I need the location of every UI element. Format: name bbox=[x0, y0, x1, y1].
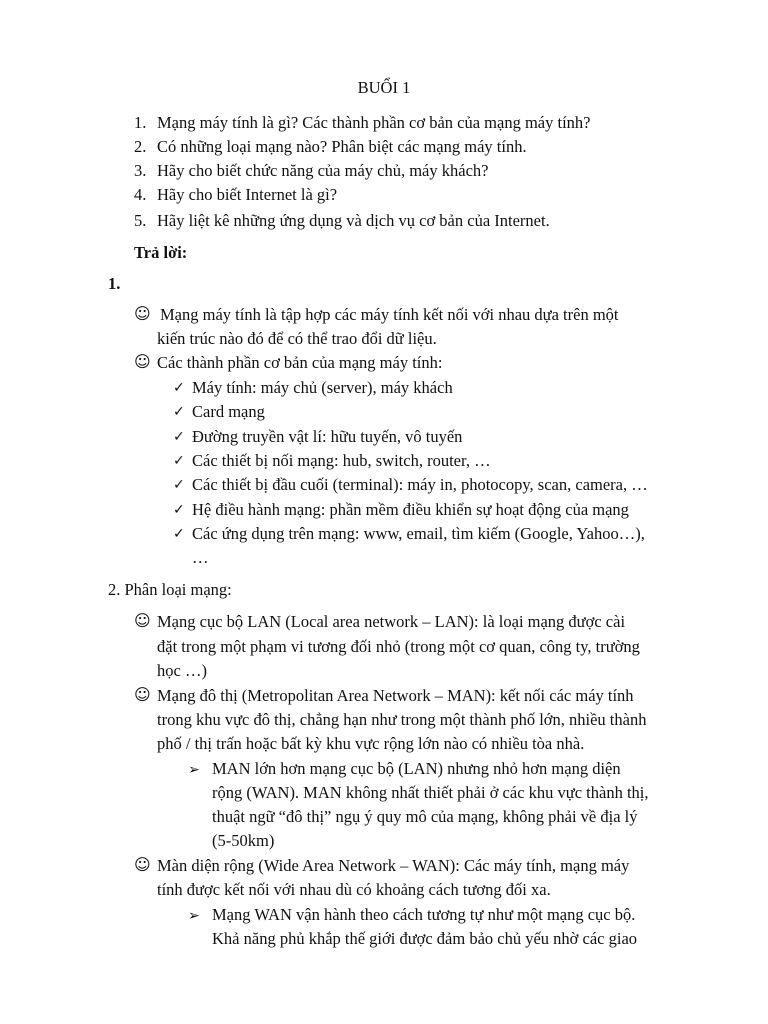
question-text: Mạng máy tính là gì? Các thành phần cơ bản của mạng máy tính? bbox=[157, 113, 591, 132]
wan-detail-line: Khả năng phủ khắp thế giới được đảm bảo chủ yếu nhờ các giao bbox=[212, 929, 638, 948]
checkmark-icon: ✓ bbox=[173, 380, 185, 396]
question-text: Hãy liệt kê những ứng dụng và dịch vụ cơ bản của Internet. bbox=[157, 211, 550, 230]
component-item: Card mạng bbox=[192, 402, 265, 421]
arrow-bullet-icon: ➢ bbox=[188, 908, 200, 924]
wan-line: tính được kết nối với nhau dù có khoảng cách tương đối xa. bbox=[157, 880, 551, 899]
question-number: 4. bbox=[134, 185, 147, 204]
definition-line: kiến trúc nào đó để có thể trao đổi dữ liệu. bbox=[157, 329, 437, 348]
man-line: Mạng đô thị (Metropolitan Area Network – MAN): kết nối các máy tính bbox=[157, 686, 634, 705]
component-item: Các thiết bị nối mạng: hub, switch, router, … bbox=[192, 451, 491, 470]
man-detail-line: (5-50km) bbox=[212, 831, 275, 850]
checkmark-icon: ✓ bbox=[173, 453, 185, 469]
checkmark-icon: ✓ bbox=[173, 526, 185, 542]
section-1-label: 1. bbox=[108, 274, 121, 293]
component-item-continued: … bbox=[192, 548, 209, 567]
man-line: phố / thị trấn hoặc bất kỳ khu vực rộng lớn nào có nhiều tòa nhà. bbox=[157, 734, 585, 753]
question-number: 5. bbox=[134, 211, 147, 230]
man-detail-line: MAN lớn hơn mạng cục bộ (LAN) nhưng nhỏ hơn mạng diện bbox=[212, 759, 621, 778]
question-text: Hãy cho biết Internet là gì? bbox=[157, 185, 338, 204]
wan-detail-line: Mạng WAN vận hành theo cách tương tự như một mạng cục bộ. bbox=[212, 905, 636, 924]
question-number: 2. bbox=[134, 137, 147, 156]
arrow-bullet-icon: ➢ bbox=[188, 762, 200, 778]
answer-heading: Trả lời: bbox=[134, 243, 188, 262]
component-item: Các thiết bị đầu cuối (terminal): máy in, photocopy, scan, camera, … bbox=[192, 475, 648, 494]
components-heading: Các thành phần cơ bản của mạng máy tính: bbox=[157, 353, 443, 372]
checkmark-icon: ✓ bbox=[173, 477, 185, 493]
component-item: Các ứng dụng trên mạng: www, email, tìm kiếm (Google, Yahoo…), bbox=[192, 524, 645, 543]
checkmark-icon: ✓ bbox=[173, 404, 185, 420]
smiley-icon: ☺ bbox=[134, 685, 151, 704]
section-2-heading: 2. Phân loại mạng: bbox=[108, 580, 232, 599]
man-detail-line: thuật ngữ “đô thị” ngụ ý quy mô của mạng, không phải về địa lý bbox=[212, 807, 638, 826]
component-item: Đường truyền vật lí: hữu tuyến, vô tuyến bbox=[192, 427, 463, 446]
wan-line: Màn diện rộng (Wide Area Network – WAN): Các máy tính, mạng máy bbox=[157, 856, 630, 875]
lan-line: học …) bbox=[157, 661, 207, 680]
question-number: 3. bbox=[134, 161, 147, 180]
smiley-icon: ☺ bbox=[134, 304, 151, 323]
component-item: Máy tính: máy chủ (server), máy khách bbox=[192, 378, 453, 397]
question-text: Có những loại mạng nào? Phân biệt các mạng máy tính. bbox=[157, 137, 527, 156]
smiley-icon: ☺ bbox=[134, 352, 151, 371]
lan-line: Mạng cục bộ LAN (Local area network – LAN): là loại mạng được cài bbox=[157, 612, 626, 631]
definition-line: Mạng máy tính là tập hợp các máy tính kết nối với nhau dựa trên một bbox=[160, 305, 619, 324]
checkmark-icon: ✓ bbox=[173, 429, 185, 445]
man-line: trong khu vực đô thị, chẳng hạn như trong một thành phố lớn, nhiều thành bbox=[157, 710, 647, 729]
smiley-icon: ☺ bbox=[134, 611, 151, 630]
question-text: Hãy cho biết chức năng của máy chủ, máy khách? bbox=[157, 161, 489, 180]
component-item: Hệ điều hành mạng: phần mềm điều khiển sự hoạt động của mạng bbox=[192, 500, 629, 519]
smiley-icon: ☺ bbox=[134, 855, 151, 874]
question-number: 1. bbox=[134, 113, 147, 132]
page-title: BUỔI 1 bbox=[357, 78, 411, 97]
man-detail-line: rộng (WAN). MAN không nhất thiết phải ở các khu vực thành thị, bbox=[212, 783, 649, 802]
checkmark-icon: ✓ bbox=[173, 502, 185, 518]
lan-line: đặt trong một phạm vi tương đối nhỏ (trong một cơ quan, công ty, trường bbox=[157, 637, 640, 656]
